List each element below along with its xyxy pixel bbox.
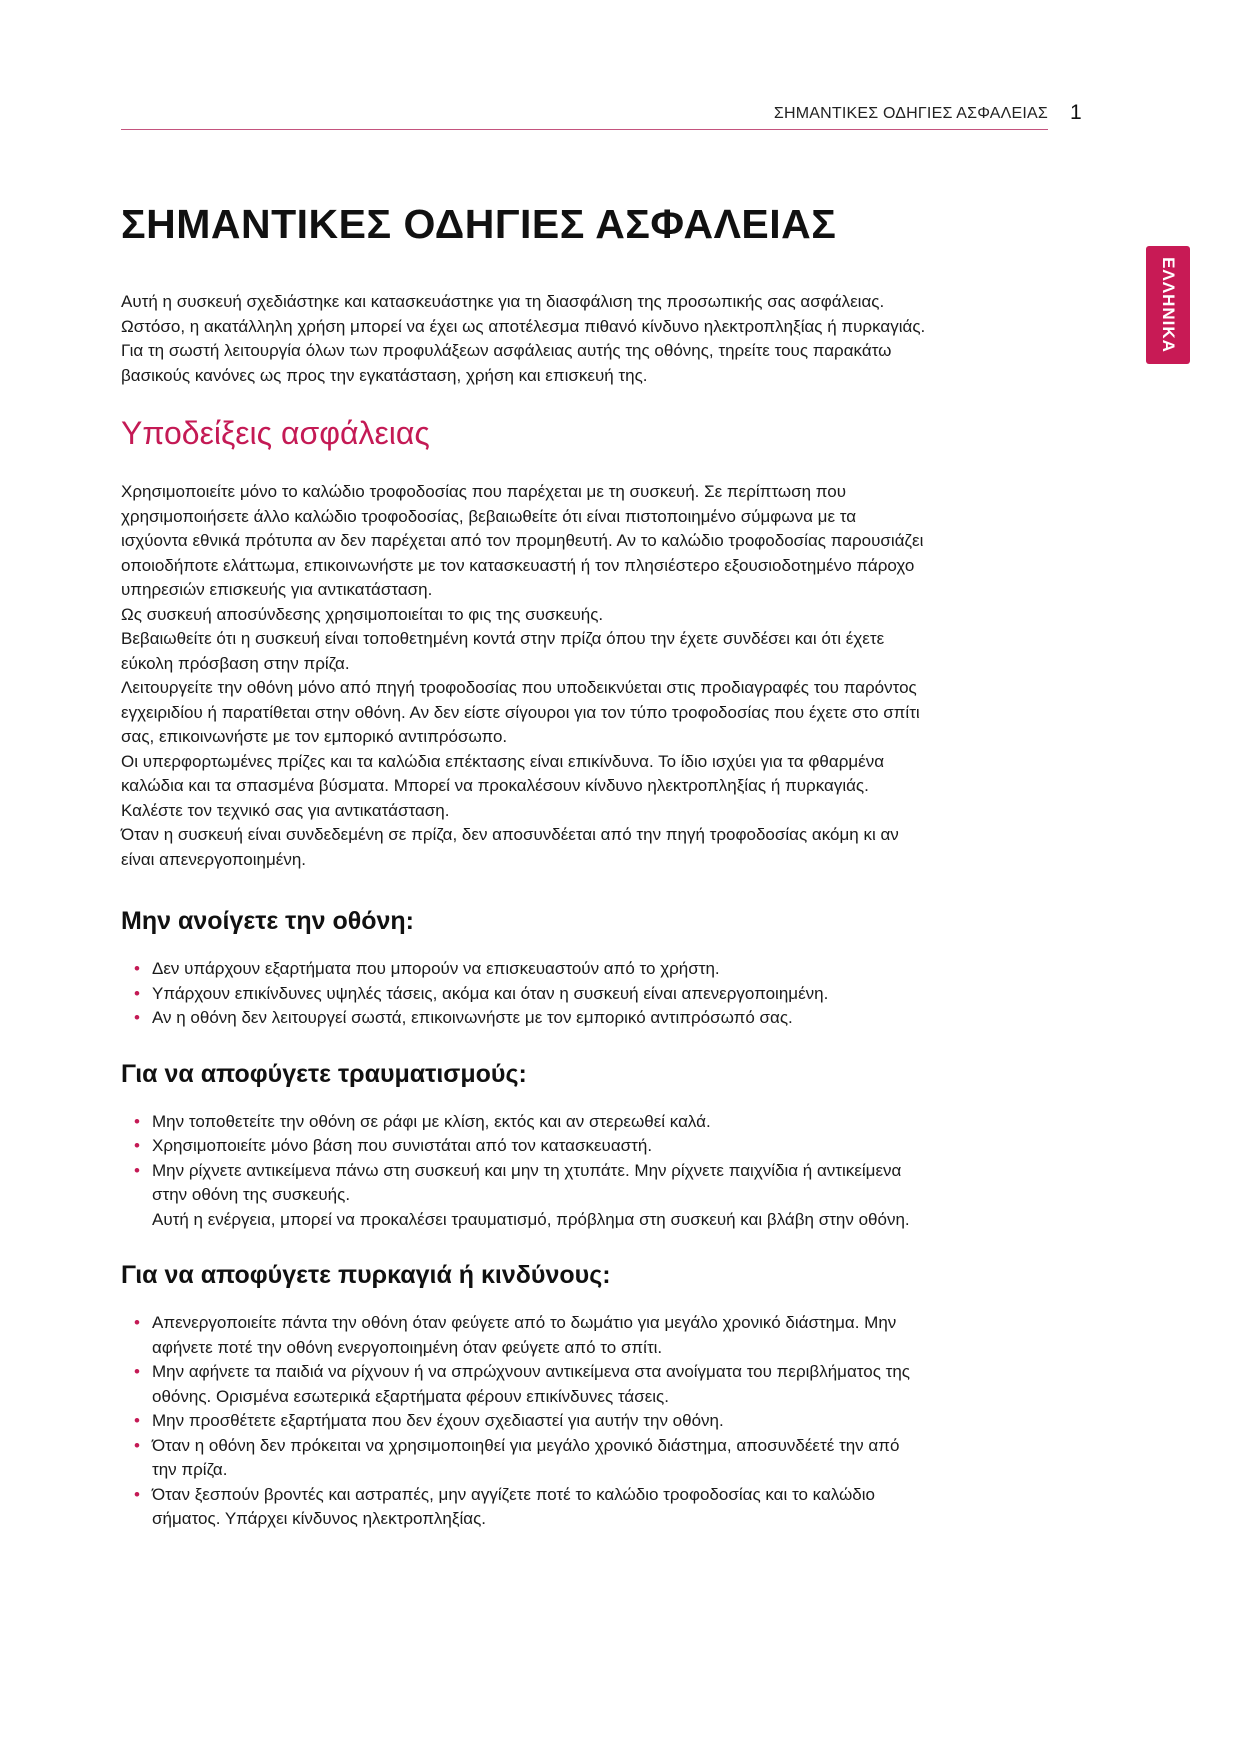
list-item-text: Απενεργοποιείτε πάντα την οθόνη όταν φεύγετε από το δωμάτιο για μεγάλο χρονικό διάστημα. Μην xyxy=(152,1313,897,1332)
safety-line: σας, επικοινωνήστε με τον εμπορικό αντιπρόσωπο. xyxy=(121,727,508,746)
subsection-title: Για να αποφύγετε πυρκαγιά ή κινδύνους: xyxy=(121,1261,611,1289)
list-item xyxy=(121,1110,1096,1135)
safety-line: χρησιμοποιήσετε άλλο καλώδιο τροφοδοσίας, βεβαιωθείτε ότι είναι πιστοποιημένο σύμφωνα με τα xyxy=(121,506,857,526)
list-item xyxy=(121,957,1096,982)
page-number: 1 xyxy=(1070,101,1082,124)
list-item-text: Υπάρχουν επικίνδυνες υψηλές τάσεις, ακόμα και όταν η συσκευή είναι απενεργοποιημένη. xyxy=(152,983,829,1003)
list-item xyxy=(121,1434,1096,1483)
safety-line: υπηρεσιών επισκευής για αντικατάσταση. xyxy=(121,580,433,599)
safety-line: Όταν η συσκευή είναι συνδεδεμένη σε πρίζα, δεν αποσυνδέεται από την πηγή τροφοδοσίας ακόμη κι αν xyxy=(121,825,899,844)
language-tab xyxy=(1146,246,1190,364)
subsection-avoid-fire xyxy=(121,1260,1096,1532)
list-item-text: Χρησιμοποιείτε μόνο βάση που συνιστάται από τον κατασκευαστή. xyxy=(152,1136,653,1155)
list-item-text: Μην τοποθετείτε την οθόνη σε ράφι με κλίση, εκτός και αν στερεωθεί καλά. xyxy=(152,1111,711,1131)
list-item-text: σήματος. Υπάρχει κίνδυνος ηλεκτροπληξίας. xyxy=(152,1509,487,1528)
bullet-list xyxy=(121,1311,1096,1532)
bullet-icon: • xyxy=(134,983,140,1003)
list-item xyxy=(121,1483,1096,1532)
running-header-title: ΣΗΜΑΝΤΙΚΕΣ ΟΔΗΓΙΕΣ ΑΣΦΑΛΕΙΑΣ xyxy=(773,105,1048,122)
language-tab-label: ΕΛΛΗΝΙΚΑ xyxy=(1159,257,1179,353)
bullet-icon: • xyxy=(134,1411,140,1430)
safety-line: εγχειριδίου ή παρατίθεται στην οθόνη. Αν δεν είστε σίγουροι για τον τύπο τροφοδοσίας που έχετε στο σπίτι xyxy=(121,702,920,722)
intro-line: Αυτή η συσκευή σχεδιάστηκε και κατασκευάστηκε για τη διασφάλιση της προσωπικής σας ασφάλειας. xyxy=(121,292,885,311)
safety-line: οποιοδήποτε ελάττωμα, επικοινωνήστε με τον κατασκευαστή ή τον πλησιέστερο εξουσιοδοτημένο πάροχο xyxy=(121,555,915,575)
safety-line: εύκολη πρόσβαση στην πρίζα. xyxy=(121,653,350,673)
list-item-text: στην οθόνη της συσκευής. xyxy=(152,1185,351,1204)
safety-line: Χρησιμοποιείτε μόνο το καλώδιο τροφοδοσίας που παρέχεται με τη συσκευή. Σε περίπτωση που xyxy=(121,482,847,501)
page-content xyxy=(121,200,1096,1532)
list-item xyxy=(121,1311,1096,1360)
list-item-text: την πρίζα. xyxy=(152,1460,228,1479)
list-item xyxy=(121,982,1096,1007)
intro-line: Για τη σωστή λειτουργία όλων των προφυλάξεων ασφάλειας αυτής της οθόνης, τηρείτε τους παρακάτω xyxy=(121,341,892,360)
list-item xyxy=(121,1159,1096,1233)
bullet-icon: • xyxy=(134,1313,140,1332)
list-item xyxy=(121,1409,1096,1434)
safety-line: Καλέστε τον τεχνικό σας για αντικατάσταση. xyxy=(121,800,450,820)
safety-line: Βεβαιωθείτε ότι η συσκευή είναι τοποθετημένη κοντά στην πρίζα όπου την έχετε συνδέσει και ότι έχετε xyxy=(121,629,885,648)
bullet-icon: • xyxy=(134,1008,140,1027)
bullet-icon: • xyxy=(134,1362,140,1381)
safety-line: ισχύοντα εθνικά πρότυπα αν δεν παρέχεται από τον προμηθευτή. Αν το καλώδιο τροφοδοσίας παρουσιάζει xyxy=(121,531,924,550)
bullet-icon: • xyxy=(134,1136,140,1155)
subsection-title: Για να αποφύγετε τραυματισμούς: xyxy=(121,1059,527,1088)
safety-line: Λειτουργείτε την οθόνη μόνο από πηγή τροφοδοσίας που υποδεικνύεται στις προδιαγραφές του παρόντος xyxy=(121,678,917,697)
list-item-text: Μην αφήνετε τα παιδιά να ρίχνουν ή να σπρώχνουν αντικείμενα στα ανοίγματα του περιβλήματος της xyxy=(152,1362,910,1381)
bullet-list xyxy=(121,957,1096,1031)
safety-paragraphs xyxy=(121,480,1096,872)
intro-line: Ωστόσο, η ακατάλληλη χρήση μπορεί να έχει ως αποτέλεσμα πιθανό κίνδυνο ηλεκτροπληξίας ή πυρκαγιάς. xyxy=(121,316,926,336)
list-item xyxy=(121,1134,1096,1159)
page-title: ΣΗΜΑΝΤΙΚΕΣ ΟΔΗΓΙΕΣ ΑΣΦΑΛΕΙΑΣ xyxy=(121,201,837,247)
subsection-do-not-open xyxy=(121,906,1096,1031)
subsection-avoid-injury xyxy=(121,1059,1096,1233)
list-item-text: Μην προσθέτετε εξαρτήματα που δεν έχουν σχεδιαστεί για αυτήν την οθόνη. xyxy=(152,1411,724,1430)
bullet-list xyxy=(121,1110,1096,1233)
list-item-text: Μην ρίχνετε αντικείμενα πάνω στη συσκευή και μην τη χτυπάτε. Μην ρίχνετε παιχνίδια ή αντικείμενα xyxy=(152,1160,902,1180)
list-item-text: Αν η οθόνη δεν λειτουργεί σωστά, επικοινωνήστε με τον εμπορικό αντιπρόσωπό σας. xyxy=(152,1008,793,1027)
safety-line: Οι υπερφορτωμένες πρίζες και τα καλώδια επέκτασης είναι επικίνδυνα. Το ίδιο ισχύει για τα φθαρμένα xyxy=(121,751,885,771)
intro-line: βασικούς κανόνες ως προς την εγκατάσταση, χρήση και επισκευή της. xyxy=(121,365,648,385)
subsection-title: Μην ανοίγετε την οθόνη: xyxy=(121,907,415,935)
bullet-icon: • xyxy=(134,1111,140,1131)
bullet-icon: • xyxy=(134,1484,140,1504)
safety-line: Ως συσκευή αποσύνδεσης χρησιμοποιείται το φις της συσκευής. xyxy=(121,604,604,624)
safety-line: καλώδια και τα σπασμένα βύσματα. Μπορεί να προκαλέσουν κίνδυνο ηλεκτροπληξίας ή πυρκαγιάς. xyxy=(121,776,869,795)
section-title-safety: Υποδείξεις ασφάλειας xyxy=(121,415,430,451)
list-item-text: Δεν υπάρχουν εξαρτήματα που μπορούν να επισκευαστούν από το χρήστη. xyxy=(152,959,720,978)
header-divider xyxy=(121,129,1048,130)
intro-paragraph xyxy=(121,290,1096,388)
list-item-text: Αυτή η ενέργεια, μπορεί να προκαλέσει τραυματισμό, πρόβλημα στη συσκευή και βλάβη στην οθόνη. xyxy=(152,1209,910,1229)
bullet-icon: • xyxy=(134,959,140,978)
list-item xyxy=(121,1360,1096,1409)
list-item-text: Όταν ξεσπούν βροντές και αστραπές, μην αγγίζετε ποτέ το καλώδιο τροφοδοσίας και το καλώδιο xyxy=(152,1484,875,1504)
list-item xyxy=(121,1006,1096,1031)
list-item-text: Όταν η οθόνη δεν πρόκειται να χρησιμοποιηθεί για μεγάλο χρονικό διάστημα, αποσυνδέετέ την από xyxy=(152,1435,900,1455)
list-item-text: αφήνετε ποτέ την οθόνη ενεργοποιημένη όταν φεύγετε από το σπίτι. xyxy=(152,1337,663,1357)
bullet-icon: • xyxy=(134,1435,140,1455)
bullet-icon: • xyxy=(134,1160,140,1180)
safety-line: είναι απενεργοποιημένη. xyxy=(121,849,307,869)
list-item-text: οθόνης. Ορισμένα εσωτερικά εξαρτήματα φέρουν επικίνδυνες τάσεις. xyxy=(152,1386,669,1406)
